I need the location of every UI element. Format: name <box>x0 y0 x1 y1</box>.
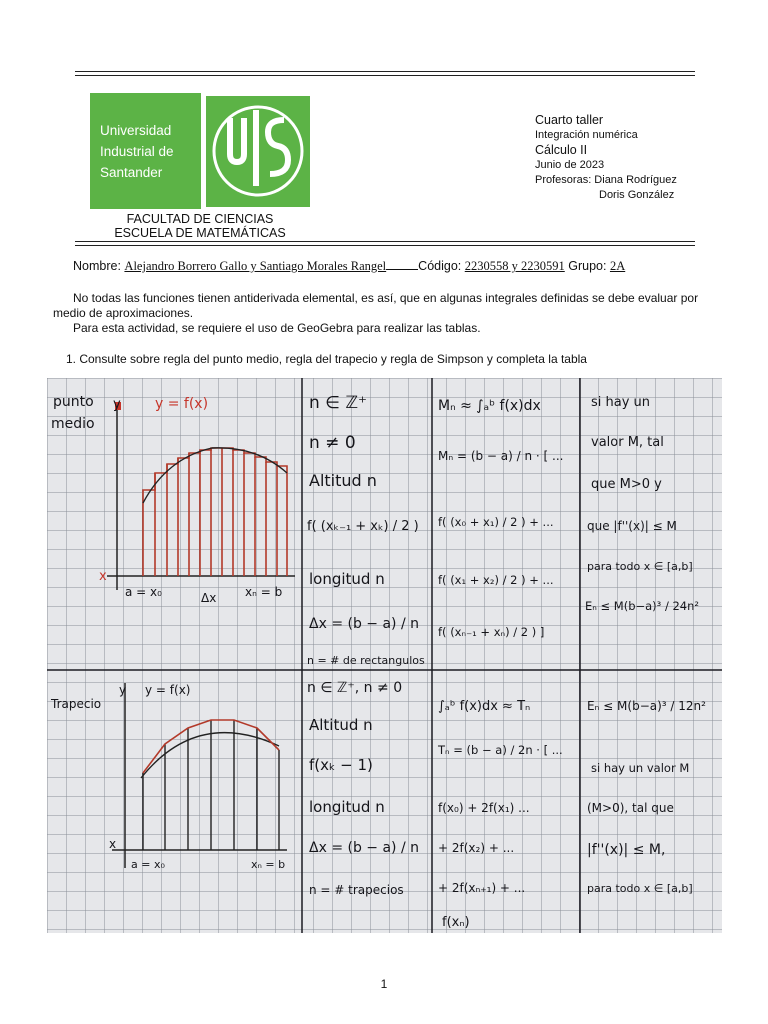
hw-midpoint-a: a = x₀ <box>125 585 162 599</box>
hw-midpoint-label-1: punto <box>53 394 94 410</box>
header-rule-top <box>75 71 695 72</box>
hw-trapezoid-y-axis: y <box>119 683 127 697</box>
hw-trapezoid-c2-1: n ∈ ℤ⁺, n ≠ 0 <box>307 680 403 696</box>
university-logo-text <box>90 93 201 209</box>
hw-midpoint-c4-6: Eₙ ≤ M(b−a)³ / 24n² <box>585 599 700 613</box>
professor-2: Doris González <box>599 189 675 201</box>
header-rule-top-inner <box>75 75 695 76</box>
code-label: Código: <box>418 259 462 273</box>
hw-midpoint-c3-5: f( (xₙ₋₁ + xₙ) / 2 ) ] <box>438 625 545 639</box>
name-label: Nombre: <box>73 259 121 273</box>
hw-trapezoid-a: a = x₀ <box>131 858 165 871</box>
course-name: Cálculo II <box>535 143 588 157</box>
geogebra-paragraph: Para esta actividad, se requiere el uso de GeoGebra para realizar las tablas. <box>73 321 481 335</box>
hw-trapezoid-c3-5: + 2f(xₙ₊₁) + ... <box>438 881 526 895</box>
hw-trapezoid-c2-5: Δx = (b − a) / n <box>309 840 420 856</box>
hw-trapezoid-c4-4: |f''(x)| ≤ M, <box>587 842 666 858</box>
university-line-1: Universidad <box>100 123 172 138</box>
hw-trapezoid-c2-6: n = # trapecios <box>309 883 404 897</box>
hw-trapezoid-c4-5: para todo x ∈ [a,b] <box>587 882 693 895</box>
group-label: Grupo: <box>568 259 607 273</box>
professors: Profesoras: Diana Rodríguez <box>535 174 677 186</box>
hw-trapezoid-c3-1: ∫ₐᵇ f(x)dx ≈ Tₙ <box>438 699 531 714</box>
hw-midpoint-c2-3: Altitud n <box>309 471 377 490</box>
code-value: 2230558 y 2230591 <box>464 259 565 273</box>
hw-midpoint-y-axis: y <box>113 397 121 412</box>
hw-trapezoid-b: xₙ = b <box>251 858 286 871</box>
hw-midpoint-label-2: medio <box>51 416 95 432</box>
intro-paragraph: No todas las funciones tienen antiderivada elemental, es así, que en algunas integrales definidas se debe evaluar por medio de aproximaciones. <box>53 291 699 320</box>
page-number: 1 <box>380 977 388 991</box>
hw-midpoint-c4-2: valor M, tal <box>591 435 664 450</box>
hw-trapezoid-c4-3: (M>0), tal que <box>587 801 674 815</box>
hw-midpoint-c4-4: que |f''(x)| ≤ M <box>587 519 677 533</box>
hw-midpoint-c3-4: f( (x₁ + x₂) / 2 ) + ... <box>438 573 554 587</box>
header-rule-bottom-inner <box>75 245 695 246</box>
course-info <box>535 113 677 203</box>
school-name: ESCUELA DE MATEMÁTICAS <box>114 225 286 240</box>
handwritten-notes-photo <box>47 378 722 933</box>
hw-trapezoid-label: Trapecio <box>51 697 102 711</box>
hw-midpoint-c3-1: Mₙ ≈ ∫ₐᵇ f(x)dx <box>438 398 541 414</box>
faculty-block <box>90 213 310 240</box>
header-rule-bottom <box>75 241 695 242</box>
hw-midpoint-c2-5: longitud n <box>309 570 385 588</box>
hw-trapezoid-c4-1: Eₙ ≤ M(b−a)³ / 12n² <box>587 699 706 713</box>
hw-midpoint-c2-7: n = # de rectangulos <box>307 654 425 667</box>
faculty-name: FACULTAD DE CIENCIAS <box>126 212 274 226</box>
hw-trapezoid-c3-4: + 2f(x₂) + ... <box>438 841 515 855</box>
hw-midpoint-c4-5: para todo x ∈ [a,b] <box>587 560 693 573</box>
group-value: 2A <box>609 259 626 273</box>
name-value: Alejandro Borrero Gallo y Santiago Morales Rangel <box>124 259 387 273</box>
hw-midpoint-c4-1: si hay un <box>591 395 651 410</box>
hw-trapezoid-c3-2: Tₙ = (b − a) / 2n · [ ... <box>438 743 563 757</box>
hw-midpoint-c3-2: Mₙ = (b − a) / n · [ ... <box>438 449 564 463</box>
question-1: 1. Consulte sobre regla del punto medio, regla del trapecio y regla de Simpson y completa la tabla <box>66 352 587 366</box>
topic: Integración numérica <box>535 129 638 141</box>
university-line-3: Santander <box>100 165 163 180</box>
hw-trapezoid-function: y = f(x) <box>145 683 191 697</box>
hw-midpoint-b: xₙ = b <box>245 585 283 599</box>
name-blank <box>386 260 418 270</box>
hw-trapezoid-x-axis: x <box>109 837 117 851</box>
hw-midpoint-c2-6: Δx = (b − a) / n <box>309 616 420 632</box>
uis-logo-icon <box>206 96 310 207</box>
university-line-2: Industrial de <box>100 144 174 159</box>
hw-midpoint-c4-3: que M>0 y <box>591 477 662 492</box>
hw-midpoint-c2-4: f( (xₖ₋₁ + xₖ) / 2 ) <box>307 519 419 534</box>
hw-midpoint-dx: Δx <box>201 591 217 605</box>
hw-trapezoid-c4-2: si hay un valor M <box>591 761 690 775</box>
hw-midpoint-c2-2: n ≠ 0 <box>309 433 356 453</box>
hw-midpoint-function: y = f(x) <box>155 396 209 412</box>
hw-trapezoid-c3-3: f(x₀) + 2f(x₁) ... <box>438 801 530 815</box>
workshop-title: Cuarto taller <box>535 113 604 127</box>
notebook-svg <box>47 378 722 933</box>
hw-midpoint-c3-3: f( (x₀ + x₁) / 2 ) + ... <box>438 515 554 529</box>
hw-trapezoid-c2-4: longitud n <box>309 798 385 816</box>
hw-midpoint-c2-1: n ∈ ℤ⁺ <box>309 393 368 413</box>
date: Junio de 2023 <box>535 159 605 171</box>
hw-trapezoid-c3-6: f(xₙ) <box>442 915 470 930</box>
hw-trapezoid-c2-3: f(xₖ − 1) <box>309 756 373 774</box>
hw-trapezoid-c2-2: Altitud n <box>309 716 373 734</box>
hw-midpoint-x-axis: x <box>99 569 107 584</box>
student-info <box>73 259 625 274</box>
